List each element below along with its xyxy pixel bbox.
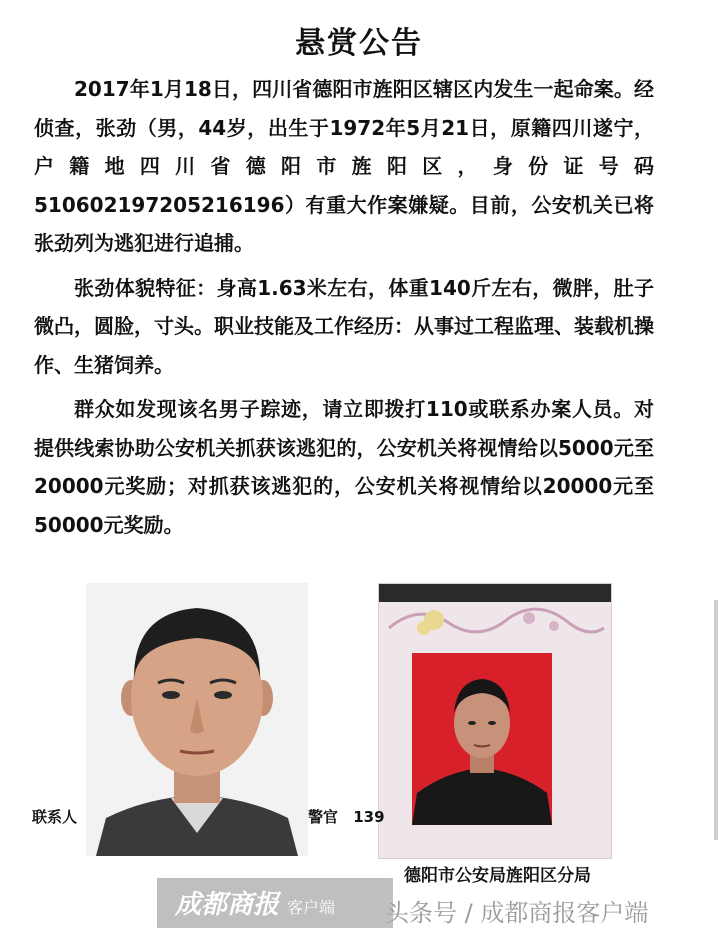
chengdu-business-daily-logo (157, 878, 393, 928)
source-watermark: 头条号 / 成都商报客户端 (385, 899, 649, 927)
paragraph-features: 张劲体貌特征：身高1.63米左右，体重140斤左右，微胖，肚子微凸，圆脸，寸头。职业技能及工作经历：从事过工程监理、装载机操作、生猪饲养。 (34, 275, 654, 377)
red-background-photo (412, 653, 552, 825)
contact-officer (308, 806, 385, 827)
issuer-name: 德阳市公安局旌阳区分局 (404, 866, 591, 886)
paragraph-reward: 群众如发现该名男子踪迹，请立即拨打110或联系办案人员。对提供线索协助公安机关抓获该逃犯的，公安机关将视情给以5000元至20000元奖励；对抓获该逃犯的，公安机关将视情给以20000元至50000元奖励。 (34, 397, 654, 537)
phone-prefix: 139 (353, 808, 385, 826)
officer-suffix: 警官 (308, 808, 339, 826)
contact-label: 联系人 (32, 808, 78, 826)
logo-graphic (157, 878, 393, 928)
floral-ornament-icon (379, 598, 611, 658)
paragraph-case: 2017年1月18日，四川省德阳市旌阳区辖区内发生一起命案。经侦查，张劲（男，44岁，出生于1972年5月21日，原籍四川遂宁，户籍地四川省德阳市旌阳区，身份证号码510602197205216196）有重大作案嫌疑。目前，公安机关已将张劲列为逃犯进行追捕。 (34, 77, 654, 255)
notice-body (34, 70, 654, 550)
suspect-portrait-1 (86, 583, 308, 856)
page-title: 悬赏公告 (295, 26, 423, 61)
suspect-photo-2 (378, 583, 612, 859)
suspect-portrait-2 (412, 653, 552, 825)
page-edge (714, 600, 718, 840)
suspect-photo-1 (86, 583, 308, 856)
svg-text:客户端: 客户端 (287, 900, 336, 917)
svg-text:成都商报: 成都商报 (175, 890, 280, 919)
